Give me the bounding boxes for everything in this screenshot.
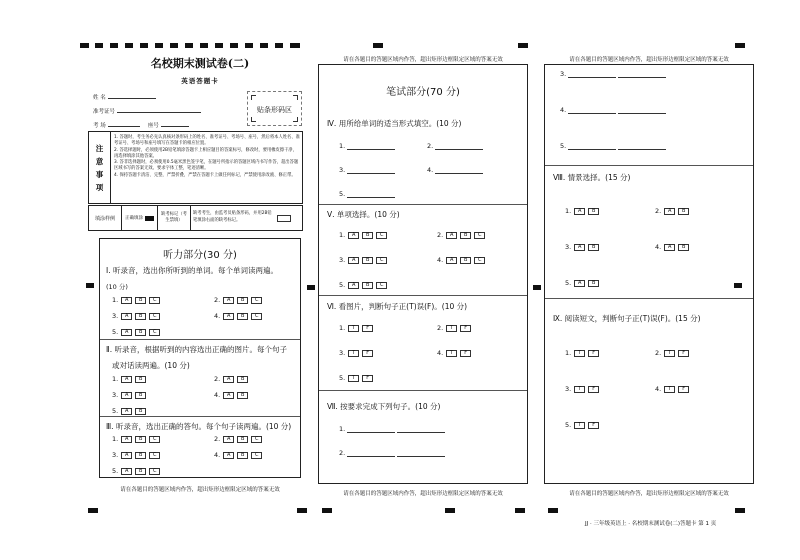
fill-example-box [88,205,303,231]
fill-example-label: 填涂样例 [94,215,115,222]
answer-option-b[interactable]: B [588,244,599,251]
answer-blank[interactable] [347,191,395,198]
answer-option-c[interactable]: C [149,468,160,475]
top-notice-right: 请在各题目的答题区域内作答，超出矩形边框限定区域的答案无效 [569,57,729,63]
answer-option-c[interactable]: C [149,313,160,320]
answer-option-b[interactable]: B [135,313,146,320]
room-field[interactable] [108,122,140,127]
section-3-title: Ⅲ. 听录音，选出正确的答句。每个句子读两遍。(10 分) [106,422,292,431]
answer-option-b[interactable]: B [237,392,248,399]
answer-option-b[interactable]: B [237,313,248,320]
notes-item: 4. 保持答题卡清洁、完整，严禁折叠，严禁在答题卡上做任何标记，严禁使用涂改液、修正带。 [114,172,296,178]
answer-option-a[interactable]: A [121,468,132,475]
notes-heading-1: 注 [95,143,104,153]
answer-option-t[interactable]: T [574,386,585,393]
answer-blank[interactable] [347,450,395,457]
answer-option-a[interactable]: A [664,208,675,215]
answer-option-b[interactable]: B [588,280,599,287]
section-4-title: Ⅳ. 用所给单词的适当形式填空。(10 分) [327,119,462,128]
exam-title: 名校期末测试卷(二) [150,57,250,70]
answer-option-b[interactable]: B [237,436,248,443]
answer-option-c[interactable]: C [149,297,160,304]
answer-option-f[interactable]: F [460,325,471,332]
answer-option-f[interactable]: F [460,350,471,357]
answer-option-a[interactable]: A [223,452,234,459]
answer-option-b[interactable]: B [135,468,146,475]
answer-option-f[interactable]: F [678,350,689,357]
answer-option-t[interactable]: T [348,325,359,332]
answer-option-f[interactable]: F [588,350,599,357]
answer-option-t[interactable]: T [446,350,457,357]
exam-number-label: 准考证号 [93,109,116,115]
answer-option-a[interactable]: A [348,282,359,289]
answer-option-b[interactable]: B [460,232,471,239]
answer-option-a[interactable]: A [348,257,359,264]
listening-panel: 听力部分(30 分) Ⅰ. 听录音，选出你所听到的单词。每个单词读两遍。 (10 分) 1. A B C 2. A B C 3. A B C 4. A B C 5. A B C Ⅱ. 听录音，根据听到的内容选出正确的图片。每个句子 或对话读两遍。(10 分) 1. A B 2. A B 3. A B 4. A B 5. A B Ⅲ. 听录音，选出正确的答句。每个句子读两遍。(10 分) 1. A B C 2. A B C 3. A B C 4. A B C 5. A B C [99,238,301,478]
answer-option-b[interactable]: B [678,208,689,215]
answer-option-b[interactable]: B [460,257,471,264]
answer-option-c[interactable]: C [376,232,387,239]
answer-option-b[interactable]: B [237,452,248,459]
section-2-title: Ⅱ. 听录音，根据听到的内容选出正确的图片。每个句子 [106,345,287,354]
answer-option-b[interactable]: B [135,392,146,399]
section-1-title: Ⅰ. 听录音，选出你所听到的单词。每个单词读两遍。 [106,266,278,275]
answer-option-b[interactable]: B [362,232,373,239]
answer-option-c[interactable]: C [251,313,262,320]
answer-option-c[interactable]: C [474,232,485,239]
answer-blank[interactable] [435,167,483,174]
written-title: 笔试部分(70 分) [386,87,460,98]
notes-heading-4: 项 [95,182,104,192]
section-1-points: (10 分) [106,283,128,291]
absent-mark-box[interactable] [277,215,291,222]
answer-option-f[interactable]: F [588,422,599,429]
answer-blank[interactable] [568,107,616,114]
exam-number-field[interactable] [117,108,201,113]
answer-option-b[interactable]: B [588,208,599,215]
section-8-title: Ⅷ. 情景选择。(15 分) [553,173,631,182]
answer-option-a[interactable]: A [223,392,234,399]
answer-blank[interactable] [618,71,666,78]
name-field[interactable] [108,94,156,99]
bottom-notice-left: 请在各题目的答题区域内作答，超出矩形边框限定区域的答案无效 [120,487,280,493]
top-notice-middle: 请在各题目的答题区域内作答，超出矩形边框限定区域的答案无效 [343,57,503,63]
answer-option-a[interactable]: A [223,313,234,320]
answer-option-b[interactable]: B [237,297,248,304]
answer-option-a[interactable]: A [121,313,132,320]
written-panel: 笔试部分(70 分) Ⅳ. 用所给单词的适当形式填空。(10 分) 1. 2. 3. 4. 5. Ⅴ. 单项选择。(10 分) 1. A B C 2. A B C 3. A B C 4. A B C 5. A B C Ⅵ. 看图片，判断句子正(T)误(F)。(10 分) 1. T F 2. T F 3. T F 4. T F 5. T F Ⅶ. 按要求完成下列句子。(10 分) 1. 2. [318,64,528,484]
correct-fill-label: 正确填涂 [125,216,143,221]
answer-option-a[interactable]: A [574,208,585,215]
answer-blank[interactable] [347,426,395,433]
notes-heading-2: 意 [95,156,104,166]
answer-option-b[interactable]: B [135,408,146,415]
answer-option-c[interactable]: C [251,436,262,443]
answer-blank[interactable] [568,71,616,78]
right-panel: 3. 4. 5. Ⅷ. 情景选择。(15 分) 1. A B 2. A B 3. A B 4. A B 5. A B Ⅸ. 阅读短文，判断句子正(T)误(F)。(15 分) 1. T F 2. T F 3. T F 4. T F 5. T F [544,64,754,484]
name-label: 姓 名 [93,95,106,101]
answer-option-b[interactable]: B [135,452,146,459]
answer-option-a[interactable]: A [121,436,132,443]
answer-option-c[interactable]: C [474,257,485,264]
listening-title: 听力部分(30 分) [163,250,237,261]
answer-blank[interactable] [618,107,666,114]
answer-blank[interactable] [397,426,445,433]
answer-option-a[interactable]: A [446,232,457,239]
answer-blank[interactable] [397,450,445,457]
answer-option-b[interactable]: B [135,297,146,304]
answer-option-b[interactable]: B [135,376,146,383]
bottom-notice-right: 请在各题目的答题区域内作答，超出矩形边框限定区域的答案无效 [569,491,729,497]
answer-option-b[interactable]: B [362,282,373,289]
answer-option-c[interactable]: C [251,452,262,459]
exam-subtitle: 英语答题卡 [181,77,219,85]
answer-option-f[interactable]: F [678,386,689,393]
student-info [93,93,243,129]
answer-option-a[interactable]: A [348,232,359,239]
notes-item: 2. 答选择题时，必须使用2B铅笔填涂答题卡上相应题目的答案标号，修改时，要用橡皮擦干净，再选择填涂其他答案。 [114,147,298,159]
seat-label: 座号 [147,123,159,129]
answer-option-t[interactable]: T [664,350,675,357]
answer-option-a[interactable]: A [664,244,675,251]
section-6-title: Ⅵ. 看图片，判断句子正(T)误(F)。(10 分) [327,302,468,311]
answer-option-a[interactable]: A [121,408,132,415]
answer-option-c[interactable]: C [149,436,160,443]
answer-option-b[interactable]: B [135,436,146,443]
answer-option-a[interactable]: A [574,244,585,251]
barcode-area [247,91,302,126]
answer-option-a[interactable]: A [121,329,132,336]
bottom-notice-middle: 请在各题目的答题区域内作答，超出矩形边框限定区域的答案无效 [343,491,503,497]
page-footer: JJ · 三年级英语上 · 名校期末测试卷(二)答题卡 第 1 页 [585,521,717,527]
notes-heading-3: 事 [95,169,104,179]
answer-blank[interactable] [435,143,483,150]
answer-option-a[interactable]: A [121,392,132,399]
absent-mark-label: 缺考标记（考生禁填） [161,212,187,223]
room-label: 考 场 [93,123,106,129]
answer-option-f[interactable]: F [362,325,373,332]
notes-box [88,131,303,204]
notes-item: 3. 答非选择题时，必须使用0.5毫米黑色签字笔，在题号所指示的答题区域内书写作答，超出答题区域书写的答案无效。要求字体工整，笔迹清晰。 [114,160,299,172]
answer-option-b[interactable]: B [678,244,689,251]
section-5-title: Ⅴ. 单项选择。(10 分) [327,210,400,219]
answer-blank[interactable] [618,143,666,150]
answer-option-f[interactable]: F [362,350,373,357]
answer-option-a[interactable]: A [121,297,132,304]
answer-option-a[interactable]: A [446,257,457,264]
seat-field[interactable] [161,122,189,127]
absent-mark-desc: 缺考考生，由监考员贴条形码，并用2B铅笔填涂右面的缺考标记。 [193,211,272,223]
answer-option-a[interactable]: A [121,376,132,383]
answer-option-b[interactable]: B [362,257,373,264]
correct-fill-mark [145,216,154,221]
section-9-title: Ⅸ. 阅读短文，判断句子正(T)误(F)。(15 分) [553,314,701,323]
answer-option-c[interactable]: C [251,297,262,304]
answer-option-t[interactable]: T [348,375,359,382]
barcode-label: 贴条形码区 [257,106,292,114]
answer-option-t[interactable]: T [574,422,585,429]
answer-option-t[interactable]: T [446,325,457,332]
answer-option-c[interactable]: C [376,282,387,289]
answer-option-t[interactable]: T [574,350,585,357]
answer-blank[interactable] [347,167,395,174]
section-7-title: Ⅶ. 按要求完成下列句子。(10 分) [327,402,441,411]
answer-option-f[interactable]: F [362,375,373,382]
answer-option-a[interactable]: A [223,376,234,383]
answer-option-b[interactable]: B [237,376,248,383]
answer-option-t[interactable]: T [348,350,359,357]
section-2-title-line2: 或对话读两遍。(10 分) [112,361,190,370]
answer-option-c[interactable]: C [149,329,160,336]
answer-option-c[interactable]: C [376,257,387,264]
answer-blank[interactable] [347,143,395,150]
answer-option-t[interactable]: T [664,386,675,393]
answer-option-c[interactable]: C [149,452,160,459]
answer-option-a[interactable]: A [223,297,234,304]
answer-option-a[interactable]: A [223,436,234,443]
answer-blank[interactable] [568,143,616,150]
notes-item: 1. 答题时，考生务必先认真核对条形码上的姓名、准考证号、考场号、座号，然后将本人姓名、准考证号、考场号和座号填写在答题卡的相应位置。 [114,135,300,147]
answer-option-a[interactable]: A [574,280,585,287]
answer-option-f[interactable]: F [588,386,599,393]
answer-option-a[interactable]: A [121,452,132,459]
answer-option-b[interactable]: B [135,329,146,336]
